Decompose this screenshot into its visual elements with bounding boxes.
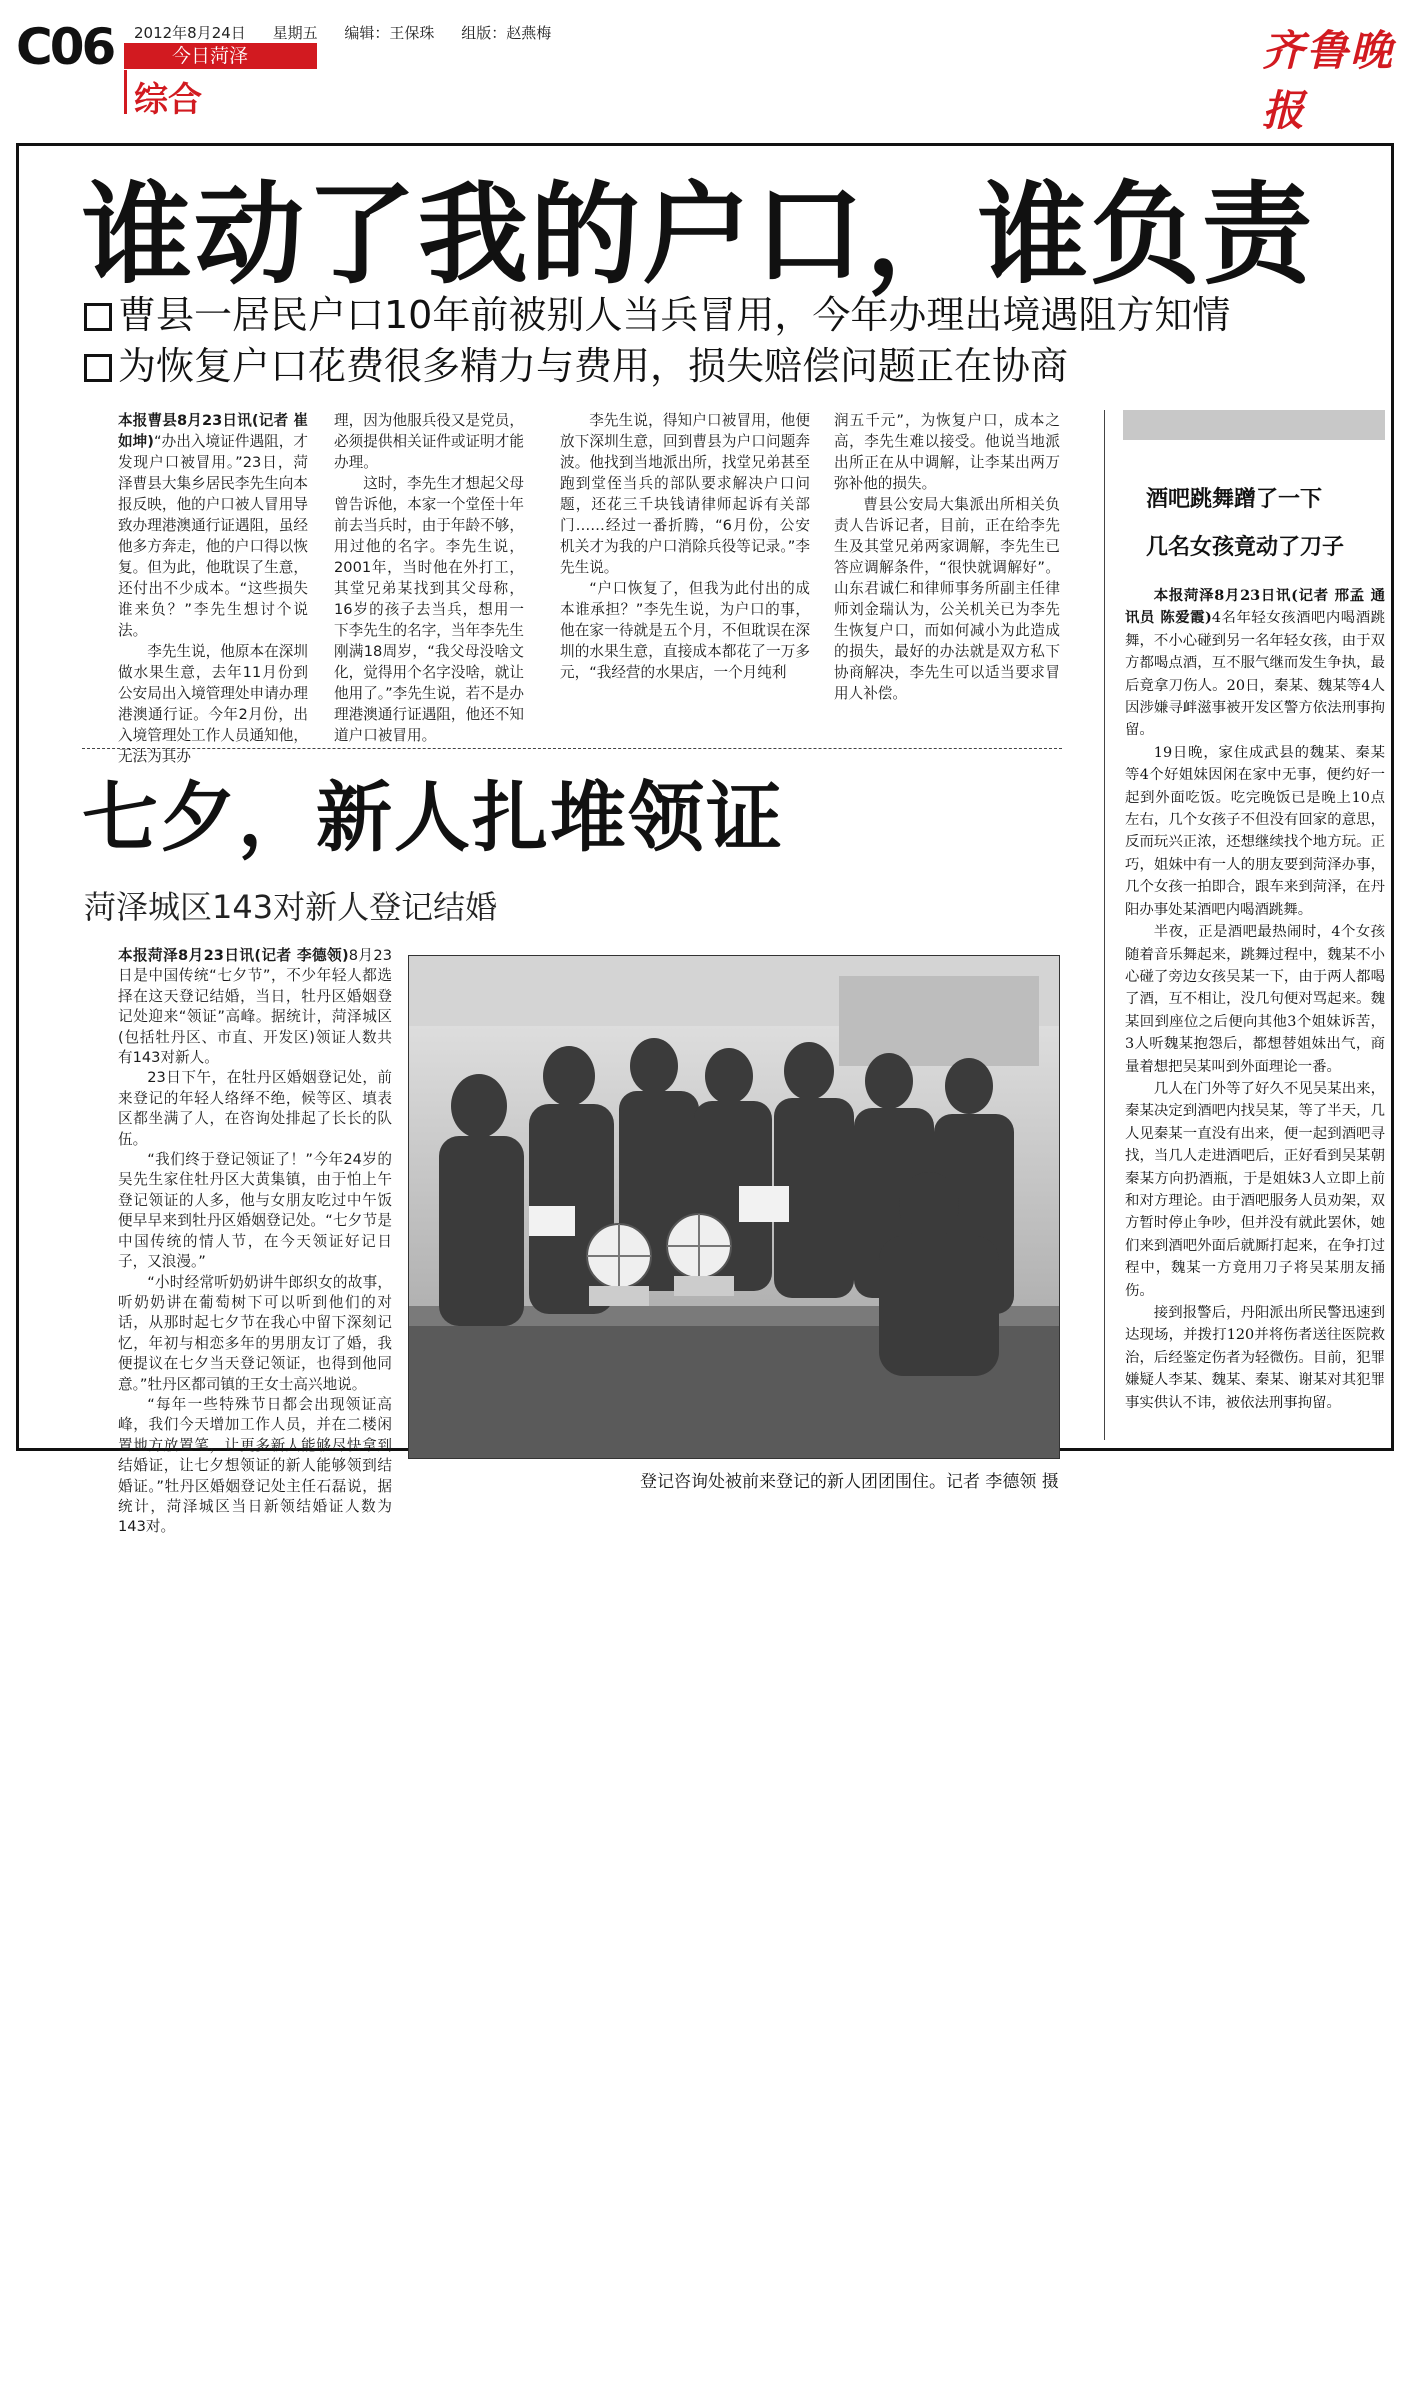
article1-column-2: 理，因为他服兵役又是党员，必须提供相关证件或证明才能办理。 这时，李先生才想起父母曾告诉他，本家一个堂侄十年前去当兵时，由于年龄不够，用过他的名字。李先生说，2001年，当时他在外打工，其堂兄弟某找到其父母称，16岁的孩子去当兵，想用一下李先生的名字，当年李先生刚满18周岁，“我父母没啥文化，觉得用个名字没啥，就让他用了。”李先生说，若不是办理港澳通行证遇阻，他还不知道户口被冒用。 xyxy=(334,412,524,744)
article1-column-3: 李先生说，得知户口被冒用，他便放下深圳生意，回到曹县为户口问题奔波。他找到当地派出所，找堂兄弟甚至跑到堂侄当兵的部队要求解决户口问题，还花三千块钱请律师起诉有关部门……经过一番折腾，“6月份，公安机关才为我的户口消除兵役等记录。”李先生说。 “户口恢复了，但我为此付出的成本谁承担？”李先生说，为户口的事，他在家一待就是五个月，不但耽误在深圳的水果生意，直接成本都花了一万多元，“我经营的水果店，一个月纯利 xyxy=(560,412,810,681)
newspaper-logo: 齐鲁晚报 xyxy=(1262,26,1395,135)
sidebar-title-2: 几名女孩竟动了刀子 xyxy=(1146,535,1345,560)
issue-date: 2012年8月24日 xyxy=(134,24,246,42)
page-number: C06 xyxy=(16,18,114,76)
article2-column: 本报菏泽8月23日讯(记者 李德领)8月23日是中国传统“七夕节”，不少年轻人都选择在这天登记结婚，当日，牡丹区婚姻登记处迎来“领证”高峰。据统计，菏泽城区(包括牡丹区、市直、开发区)领证人数共有143对新人。 23日下午，在牡丹区婚姻登记处，前来登记的年轻人络绎不绝，候等区、填表区都坐满了人，在咨询处排起了长长的队伍。 “我们终于登记领证了！”今年24岁的吴先生家住牡丹区大黄集镇，由于怕上午登记领证的人多，他与女朋友吃过中午饭便早早来到牡丹区婚姻登记处。“七夕节是中国传统的情人节，在今天领证好记日子，又浪漫。” “小时经常听奶奶讲牛郎织女的故事，听奶奶讲在葡萄树下可以听到他们的对话，从那时起七夕节在我心中留下深刻记忆，年初与相恋多年的男朋友订了婚，我便提议在七夕当天登记领证，也得到他同意。”牡丹区都司镇的王女士高兴地说。 “每年一些特殊节日都会出现领证高峰，我们今天增加工作人员，并在二楼闲置地方放置笔，让更多新人能够尽快拿到结婚证，让七夕想领证的新人能够领到结婚证。”牡丹区婚姻登记处主任石磊说，据统计，菏泽城区当日新领结婚证人数为143对。 xyxy=(118,947,393,1536)
article1-column-4: 润五千元”，为恢复户口，成本之高，李先生难以接受。他说当地派出所正在从中调解，让李某出两万弥补他的损失。 曹县公安局大集派出所相关负责人告诉记者，目前，正在给李先生及其堂兄弟两家调解，李先生已答应调解条件，“很快就调解好”。山东君诚仁和律师事务所副主任律师刘金瑞认为，公关机关已为李先生恢复户口，而如何减小为此造成的损失，最好的办法就是双方私下协商解决，李先生可以适当要求冒用人补偿。 xyxy=(834,412,1060,702)
issue-weekday: 星期五 xyxy=(272,24,318,42)
sidebar-header-bar xyxy=(1123,410,1385,440)
section-name: 综合 xyxy=(134,80,202,120)
article1-subtitle-1: 曹县一居民户口10年前被别人当兵冒用，今年办理出境遇阻方知情 xyxy=(84,296,1230,334)
article-divider xyxy=(82,748,1062,749)
photo-illustration xyxy=(409,956,1059,1458)
sidebar-divider xyxy=(1104,410,1105,1440)
sidebar-byline: 本报菏泽8月23日讯(记者 邢孟 通讯员 陈爱霞) xyxy=(1125,587,1385,627)
page-meta xyxy=(134,22,573,43)
section-rule xyxy=(124,70,127,114)
article1-column-1: 本报曹县8月23日讯(记者 崔如坤)“办出入境证件遇阻，才发现户口被冒用。”23日，菏泽曹县大集乡居民李先生向本报反映，他的户口被人冒用导致办理港澳通行证遇阻，虽经他多方奔走，他的户口得以恢复。但为此，他耽误了生意，还付出不少成本。“这些损失谁来负？”李先生想讨个说法。 李先生说，他原本在深圳做水果生意，去年11月份到公安局出入境管理处申请办理港澳通行证。今年2月份，出入境管理处工作人员通知他，无法为其办 xyxy=(118,412,309,765)
article1-title: 谁动了我的户口，谁负责 xyxy=(82,171,1314,299)
article1-subtitle-2: 为恢复户口花费很多精力与费用，损失赔偿问题正在协商 xyxy=(84,347,1068,385)
article2-photo xyxy=(408,955,1060,1459)
editor-credit: 编辑：王保珠 xyxy=(344,24,435,42)
article2-subtitle: 菏泽城区143对新人登记结婚 xyxy=(84,888,498,926)
sidebar-column: 本报菏泽8月23日讯(记者 邢孟 通讯员 陈爱霞)4名年轻女孩酒吧内喝酒跳舞，不小心碰到另一名年轻女孩，由于双方都喝点酒，互不服气继而发生争执，最后竟拿刀伤人。20日，秦某、魏某等4人因涉嫌寻衅滋事被开发区警方依法刑事拘留。 19日晚，家住成武县的魏某、秦某等4个好姐妹因闲在家中无事，便约好一起到外面吃饭。吃完晚饭已是晚上10点左右，几个女孩子不但没有回家的意思，反而玩兴正浓，还想继续找个地方玩。正巧，姐妹中有一人的朋友要到菏泽办事，几个女孩一拍即合，跟车来到菏泽，在丹阳办事处某酒吧内喝酒跳舞。 半夜，正是酒吧最热闹时，4个女孩随着音乐舞起来，跳舞过程中，魏某不小心碰了旁边女孩吴某一下，由于两人都喝了酒，互不相让，没几句便对骂起来。魏某回到座位之后便向其他3个姐妹诉苦，3人听魏某抱怨后，都想替姐妹出气，商量着想把吴某叫到外面理论一番。 几人在门外等了好久不见吴某出来，秦某决定到酒吧内找吴某，等了半天，几人见秦某一直没有出来，便一起到酒吧寻找，当几人走进酒吧后，正好看到吴某朝秦某方向扔酒瓶，于是姐妹3人立即上前和对方理论。由于酒吧服务人员劝架，双方暂时停止争吵，但并没有就此罢休，她们来到酒吧外面后就厮打起来，在争打过程中，魏某一方竟用刀子将吴某朋友捅伤。 接到报警后，丹阳派出所民警迅速到达现场，并拨打120并将伤者送往医院救治，后经鉴定伤者为轻微伤。目前，犯罪嫌疑人李某、魏某、秦某、谢某对其犯罪事实供认不讳，被依法刑事拘留。 xyxy=(1125,587,1385,1411)
checkbox-square-icon xyxy=(84,303,112,331)
photo-caption: 登记咨询处被前来登记的新人团团围住。记者 李德领 摄 xyxy=(640,1472,1059,1492)
layout-credit: 组版：赵燕梅 xyxy=(461,24,552,42)
article2-title: 七夕，新人扎堆领证 xyxy=(82,773,784,862)
section-bar: 今日菏泽 xyxy=(124,43,317,69)
sidebar-title-1: 酒吧跳舞蹭了一下 xyxy=(1146,487,1323,512)
article1-byline: 本报曹县8月23日讯(记者 崔如坤) xyxy=(118,412,308,450)
checkbox-square-icon xyxy=(84,354,112,382)
article2-byline: 本报菏泽8月23日讯(记者 李德领) xyxy=(118,947,349,964)
